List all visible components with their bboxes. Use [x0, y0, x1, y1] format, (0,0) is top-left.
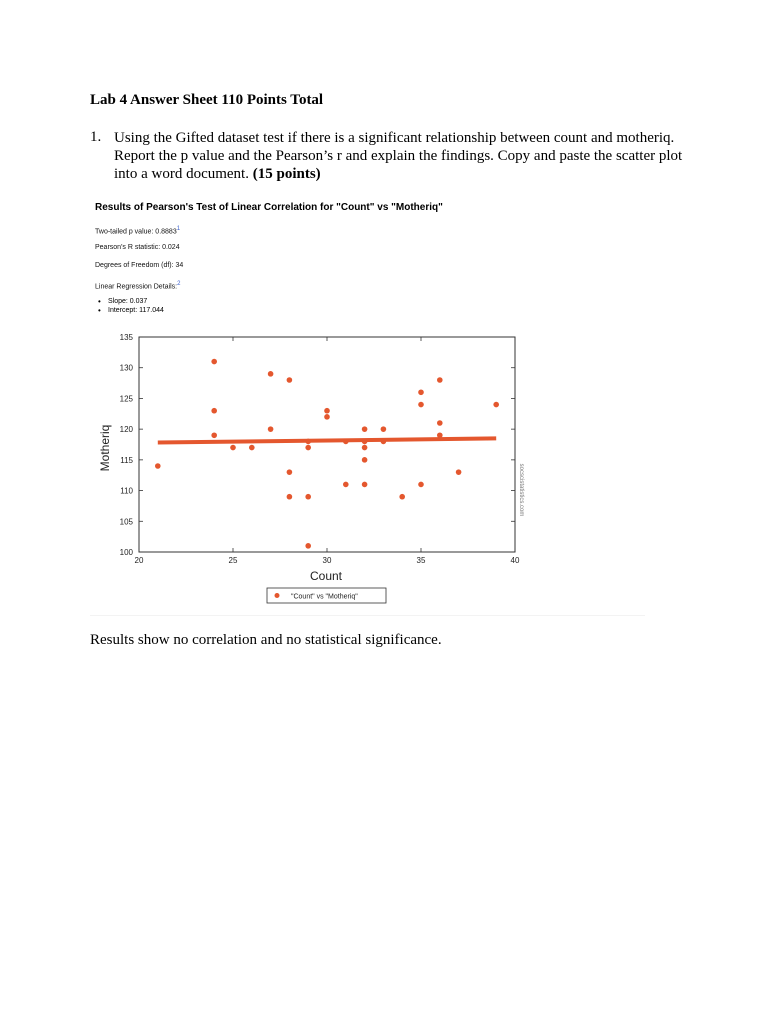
- data-point: [437, 377, 443, 383]
- data-point: [305, 543, 311, 549]
- legend-label: "Count" vs "Motheriq": [291, 593, 358, 601]
- p-value-text: Two-tailed p value: 0.8883: [95, 228, 177, 236]
- r-statistic-line: Pearson's R statistic: 0.024: [95, 244, 180, 251]
- data-point: [287, 377, 293, 383]
- y-axis-label: Motheriq: [98, 424, 112, 472]
- p-value-line: [95, 226, 180, 235]
- data-point: [211, 408, 217, 414]
- data-point: [456, 469, 462, 475]
- regression-ref-link[interactable]: 2: [177, 281, 181, 287]
- x-tick-label: 20: [134, 556, 144, 565]
- regression-heading: [95, 281, 180, 290]
- plot-frame: [139, 337, 515, 552]
- scatter-plot: [95, 330, 535, 610]
- p-value-ref-link[interactable]: 1: [176, 226, 181, 232]
- results-title: Results of Pearson's Test of Linear Correlation for "Count" vs "Motheriq": [95, 202, 443, 213]
- data-point: [343, 482, 349, 488]
- intercept-item: • Intercept: 117.044: [108, 307, 164, 314]
- data-point: [381, 439, 387, 445]
- watermark: socscistatistics.com: [518, 463, 524, 517]
- data-point: [437, 432, 443, 438]
- data-point: [155, 463, 161, 469]
- data-point: [324, 408, 330, 414]
- data-point: [362, 445, 368, 451]
- x-tick-label: 35: [416, 556, 426, 565]
- legend-marker: [275, 593, 280, 598]
- data-point: [305, 445, 311, 451]
- slope-item: • Slope: 0.037: [108, 298, 147, 305]
- question-body: Using the Gifted dataset test if there is a significant relationship between count and motheriq. Report the p value and the Pearson’s r and explain the findings. Copy and paste the scatter plot into a word document.: [114, 130, 683, 182]
- degrees-freedom-line: Degrees of Freedom (df): 34: [95, 262, 184, 269]
- data-point: [343, 439, 349, 445]
- data-point: [381, 426, 387, 432]
- x-axis-label: Count: [309, 569, 343, 583]
- regression-heading-text: Linear Regression Details:: [95, 283, 178, 291]
- y-tick-label: 110: [120, 486, 133, 496]
- data-point: [418, 482, 424, 488]
- data-point: [249, 445, 255, 451]
- y-tick-label: 130: [119, 363, 133, 373]
- data-point: [287, 494, 293, 500]
- x-tick-label: 40: [510, 556, 520, 565]
- plot-axes: [120, 333, 520, 565]
- x-tick-label: 30: [322, 556, 332, 565]
- y-tick-label: 135: [119, 333, 133, 342]
- data-point: [362, 439, 368, 445]
- y-tick-label: 105: [119, 517, 133, 527]
- data-point: [287, 469, 293, 475]
- data-point: [324, 414, 330, 420]
- data-point: [418, 402, 424, 408]
- data-point: [399, 494, 405, 500]
- data-point: [211, 359, 217, 365]
- x-tick-label: 25: [228, 556, 238, 565]
- data-point: [418, 389, 424, 395]
- data-point: [362, 426, 368, 432]
- data-point: [305, 439, 311, 445]
- question-points: (15 points): [252, 166, 321, 182]
- y-tick-label: 120: [119, 425, 133, 435]
- data-point: [362, 482, 368, 488]
- data-point: [493, 402, 499, 408]
- question-text: [114, 129, 689, 183]
- data-point: [230, 445, 236, 451]
- data-point: [211, 432, 217, 438]
- data-point: [268, 426, 274, 432]
- data-point: [437, 420, 443, 426]
- data-point: [362, 457, 368, 463]
- document-title: Lab 4 Answer Sheet 110 Points Total: [90, 92, 324, 108]
- y-tick-label: 100: [119, 548, 133, 557]
- y-tick-label: 125: [119, 394, 133, 404]
- conclusion-text: Results show no correlation and no statistical significance.: [90, 632, 442, 648]
- data-point: [268, 371, 274, 377]
- data-point: [305, 494, 311, 500]
- y-tick-label: 115: [120, 455, 133, 465]
- question-number: 1.: [90, 129, 102, 145]
